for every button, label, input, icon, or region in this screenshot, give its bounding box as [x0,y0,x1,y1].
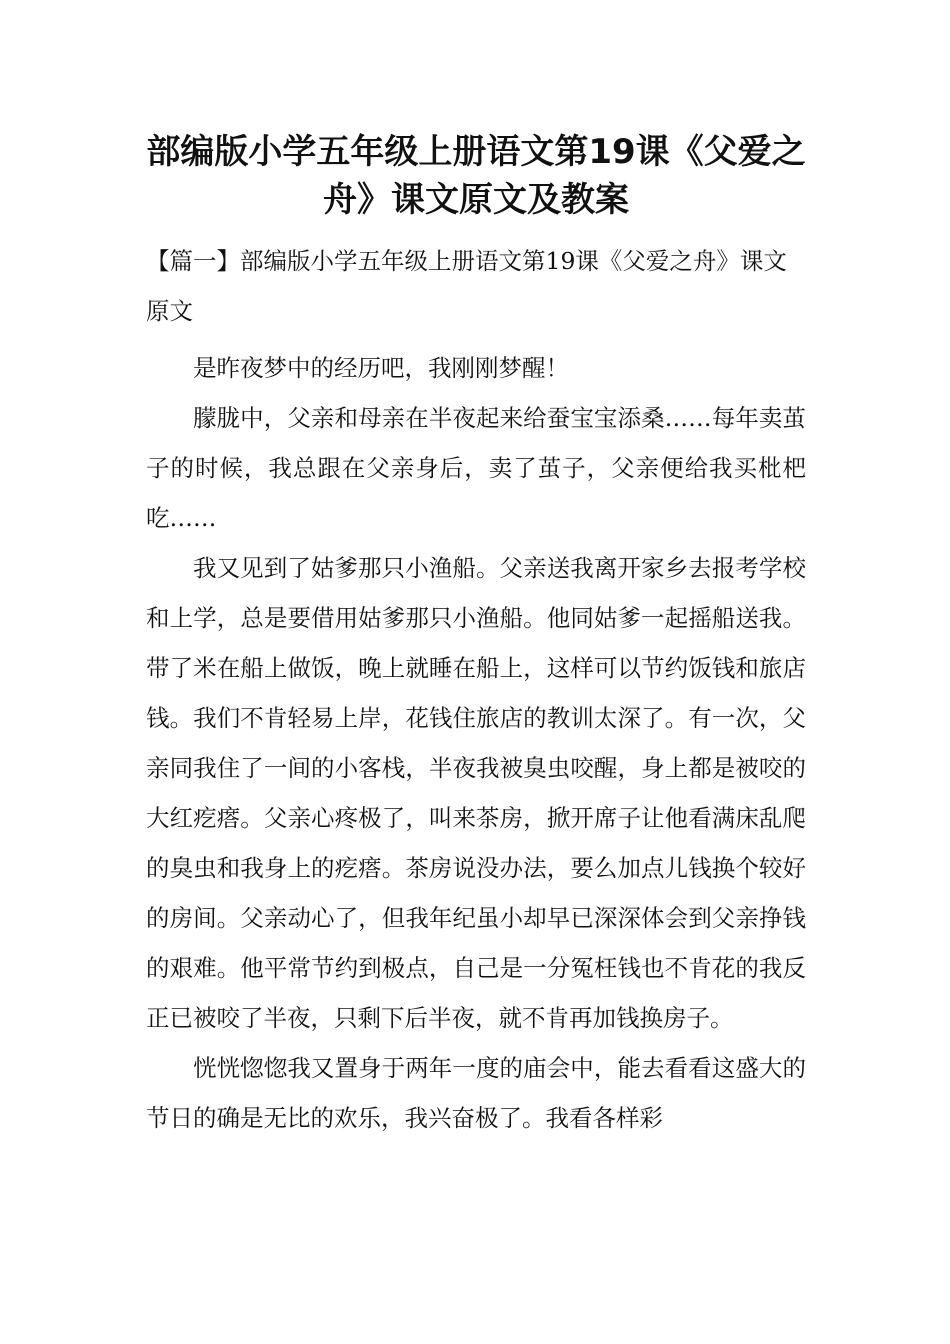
paragraph-2: 朦胧中，父亲和母亲在半夜起来给蚕宝宝添桑……每年卖茧子的时候，我总跟在父亲身后，卖了茧子，父亲便给我买枇杷吃…… [146,404,806,532]
document-page [146,128,806,1143]
paragraph-3: 我又见到了姑爹那只小渔船。父亲送我离开家乡去报考学校和上学，总是要借用姑爹那只小渔船。他同姑爹一起摇船送我。带了米在船上做饭，晚上就睡在船上，这样可以节约饭钱和旅店钱。我们不肯轻易上岸，花钱住旅店的教训太深了。有一次，父亲同我住了一间的小客栈，半夜我被臭虫咬醒，身上都是被咬的大红疙瘩。父亲心疼极了，叫来茶房，掀开席子让他看满床乱爬的臭虫和我身上的疙瘩。茶房说没办法，要么加点儿钱换个较好的房间。父亲动心了，但我年纪虽小却早已深深体会到父亲挣钱的艰难。他平常节约到极点，自己是一分冤枉钱也不肯花的我反正已被咬了半夜，只剩下后半夜，就不肯再加钱换房子。 [146,554,806,1032]
paragraph-1: 是昨夜梦中的经历吧，我刚刚梦醒！ [193,354,569,382]
paragraph-4: 恍恍惚惚我又置身于两年一度的庙会中，能去看看这盛大的节日的确是无比的欢乐，我兴奋极了。我看各样彩 [146,1054,806,1132]
section-heading: 【篇一】部编版小学五年级上册语文第19课《父爱之舟》课文原文 [146,247,787,325]
document-title: 部编版小学五年级上册语文第19课《父爱之舟》课文原文及教案 [146,132,806,220]
